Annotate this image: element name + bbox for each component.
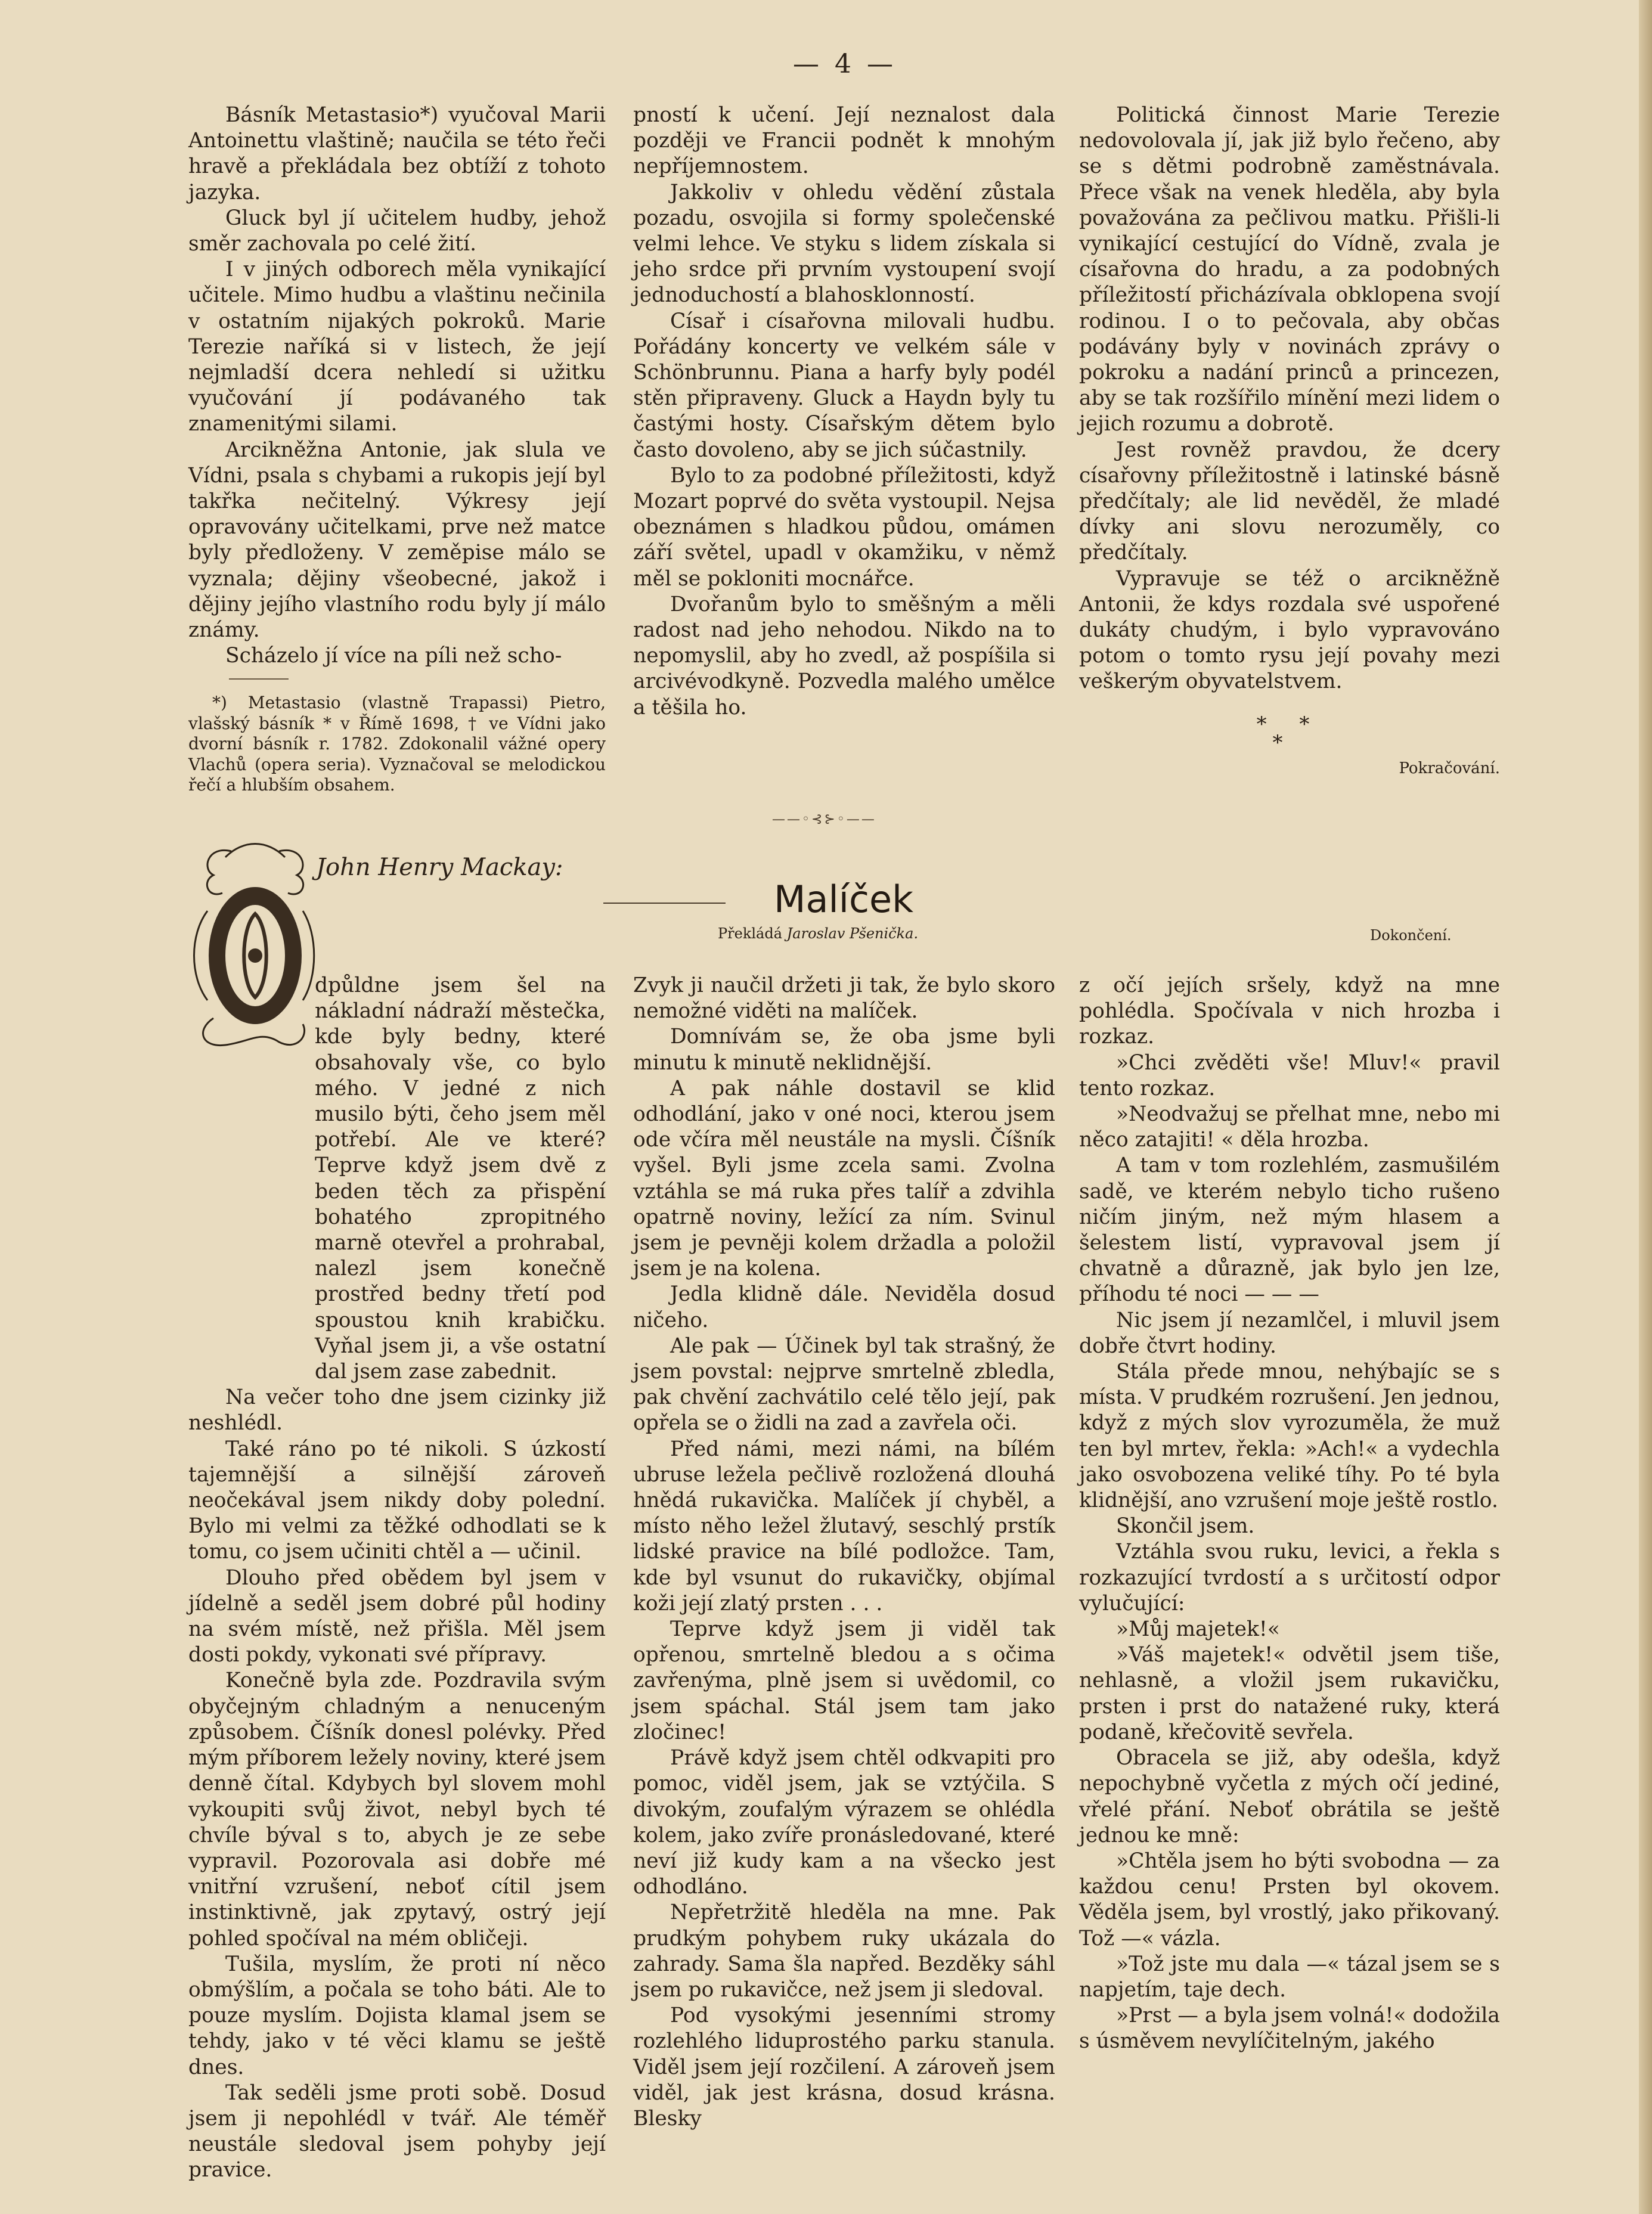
paragraph: »Tož jste mu dala —« tázal jsem se s napjetím, taje dech.	[1079, 1952, 1500, 2002]
paragraph: Arcikněžna Antonie, jak slula ve Vídni, psala s chybami a rukopis její byl takřka nečitelný. Výkresy její opravovány učitelkami, prve než matce byly předloženy. V zeměpise málo se vyznala; dějiny všeobecné, jakož i dějiny jejího vlastního rodu byly jí málo známy.	[188, 438, 606, 643]
paragraph: Na večer toho dne jsem cizinky již neshlédl.	[188, 1385, 606, 1435]
page-number: — 4 —	[793, 49, 897, 79]
paragraph: Vypravuje se též o arcikněžně Antonii, že kdys rozdala své uspořené dukáty chudým, i bylo vypravováno potom o tomto rysu její povahy mezi veškerým obyvatelstvem.	[1079, 566, 1500, 694]
paragraph: Básník Metastasio*) vyučoval Marii Antoinettu vlaštině; naučila se této řeči hravě a překládala bez obtíží z tohoto jazyka.	[188, 103, 606, 204]
footnote	[188, 693, 606, 796]
paragraph: Scházelo jí více na píli než scho-	[225, 644, 562, 668]
section-stars: * *	[1256, 712, 1323, 736]
paragraph: A pak náhle dostavil se klid odhodlání, jako v oné noci, kterou jsem ode včíra měl neustále na mysli. Číšník vyšel. Byli jsme zcela sami. Zvolna vztáhla se má ruka přes talíř a zdvihla opatrně noviny, ležící za ním. Svinul jsem je pevněji kolem držadla a položil jsem je na kolena.	[633, 1076, 1055, 1281]
paragraph: pností k učení. Její neznalost dala později ve Francii podnět k mnohým nepříjemnostem.	[633, 103, 1055, 179]
translator-line	[718, 925, 918, 942]
paragraph: Teprve když jsem ji viděl tak opřenou, smrtelně bledou a s očima zavřenýma, plně jsem si uvědomil, co jsem spáchal. Stál jsem tam jako zločinec!	[633, 1617, 1055, 1744]
paragraph: Politická činnost Marie Terezie nedovolovala jí, jak již bylo řečeno, aby se s dětmi podrobně zaměstnávala. Přece však na venek hleděla, aby byla považována za pečlivou matku. Přišli-li vynikající cestující do Vídně, zvala je císařovna do hradu, a za podobných příležitostí přicházívala obklopena svojí rodinou. I o to pečovala, aby občas podávány byly v novinách zprávy o pokroku a nadání princů a princezen, aby se tak rozšířilo mínění mezi lidem o jejich rozumu a dobrotě.	[1079, 103, 1500, 436]
ornament-crest	[225, 844, 285, 858]
paragraph: Bylo to za podobné příležitosti, když Mozart poprvé do světa vystoupil. Nejsa obeznámen s hladkou půdou, omámen září světel, upadl v okamžiku, v němž měl se pokloniti mocnářce.	[633, 463, 1055, 591]
concluded-note: Dokončení.	[1370, 927, 1452, 944]
story-column-3	[1079, 973, 1500, 2055]
paragraph: Tak seděli jsme proti sobě. Dosud jsem ji nepohlédl v tvář. Ale téměř neustále sledoval jsem pohyby její pravice.	[188, 2080, 606, 2182]
top-column-2	[633, 103, 1055, 721]
paragraph: Obracela se již, aby odešla, když nepochybně vyčetla z mých očí jediné, vřelé přání. Neboť obrátila se ještě jednou ke mně:	[1079, 1746, 1500, 1847]
ornament-scroll-top	[207, 850, 231, 894]
top-column-1	[188, 103, 606, 796]
paragraph: Dvořanům bylo to směšným a měli radost nad jeho nehodou. Nikdo na to nepomyslil, aby ho zvedl, až pospíšila si arcivévodkyně. Pozvedla malého umělce a těšila ho.	[633, 592, 1055, 720]
paragraph: Konečně byla zde. Pozdravila svým obyčejným chladným a nenuceným způsobem. Číšník donesl polévky. Před mým příborem ležely noviny, které jsem denně čítal. Kdybych byl slovem mohl vykoupiti svůj život, nebyl bych té chvíle býval s to, abych je ze sebe vypravil. Pozorovala asi dobře mé vnitřní vzrušení, neboť cítil jsem instinktivně, jak zpytavý, ostrý její pohled spočíval na mém obličeji.	[188, 1669, 606, 1951]
paragraph: Stála přede mnou, nehýbajíc se s místa. V prudkém rozrušení. Jen jednou, když z mých slov vyrozuměla, že muž ten byl mrtev, řekla: »Ach!« a vydechla jako osvobozena veliké tíhy. Po té byla klidnější, ano vzrušení moje ještě rostlo.	[1079, 1360, 1500, 1513]
paragraph: »Můj majetek!«	[1116, 1617, 1280, 1642]
paragraph: »Váš majetek!« odvětil jsem tiše, nehlasně, a vložil jsem rukavičku, prsten i prst do natažené ruky, která podaně, křečovitě sevřela.	[1079, 1643, 1500, 1744]
paragraph: Právě když jsem chtěl odkvapiti pro pomoc, viděl jsem, jak se vztýčila. S divokým, zoufalým výrazem se ohlédla kolem, jako zvíře pronásledované, které neví již kudy kam a na všecko jest odhodláno.	[633, 1746, 1055, 1899]
paragraph: Dlouho před obědem byl jsem v jídelně a seděl jsem dobré půl hodiny na svém místě, než přišla. Měl jsem dosti pokdy, vykonati své přípravy.	[188, 1565, 606, 1667]
footnote-text: *) Metastasio (vlastně Trapassi) Pietro, vlašský básník * v Římě 1698, † ve Vídni jako dvorní básník r. 1782. Zdokonalil vážné opery Vlachů (opera seria). Vyznačoval se melodickou řečí a hlubším obsahem.	[188, 693, 606, 795]
top-column-3	[1079, 103, 1500, 782]
paragraph: A tam v tom rozlehlém, zasmušilém sadě, ve kterém nebylo ticho rušeno ničím jiným, než mým hlasem a šelestem listí, vypravoval jsem jí chvatně a důrazně, jak bylo jen lze, příhodu té noci — — —	[1079, 1153, 1500, 1307]
paragraph: Nepřetržitě hleděla na mne. Pak prudkým pohybem ruky ukázala do zahrady. Sama šla napřed. Bezděky sáhl jsem po rukavičce, než jsem ji sledoval.	[633, 1900, 1055, 2002]
story-author: John Henry Mackay:	[316, 854, 563, 881]
paragraph: Pod vysokými jesenními stromy rozlehlého liduprostého parku stanula. Viděl jsem její rozčilení. A zároveň jsem viděl, jak jest krásna, dosud krásna. Blesky	[633, 2004, 1055, 2131]
paragraph: Tušila, myslím, že proti ní něco obmýšlím, a počala se toho báti. Ale to pouze myslím. Dojista klamal jsem se tehdy, jako v té věci klamu se ještě dnes.	[188, 1952, 606, 2079]
paragraph: Gluck byl jí učitelem hudby, jehož směr zachovala po celé žití.	[188, 206, 606, 256]
section-star: *	[1272, 730, 1283, 755]
translator-prefix: Překládá	[718, 925, 783, 942]
paragraph: Skončil jsem.	[1116, 1514, 1255, 1539]
paragraph: »Chci zvěděti vše! Mluv!« pravil tento rozkaz.	[1079, 1050, 1500, 1100]
paragraph: Zvyk ji naučil držeti ji tak, že bylo skoro nemožné viděti na malíček.	[633, 973, 1055, 1024]
paragraph: »Chtěla jsem ho býti svobodna — za každou cenu! Prsten byl okovem. Věděla jsem, byl vrostlý, jako přikovaný. Tož —« vázla.	[1079, 1849, 1500, 1951]
paragraph: Vztáhla svou ruku, levici, a řekla s rozkazující tvrdostí a s určitostí odpor vylučující:	[1079, 1540, 1500, 1615]
ornament-scroll-right	[279, 850, 303, 894]
paragraph: »Prst — a byla jsem volná!« dodožila s úsměvem nevylíčitelným, jakého	[1079, 2004, 1500, 2054]
story-title: Malíček	[774, 877, 914, 921]
paragraph: Domnívám se, že oba jsme byli minutu k minutě neklidnější.	[633, 1025, 1055, 1075]
paragraph: Ale pak — Účinek byl tak strašný, že jsem povstal: nejprve smrtelně zbledla, pak chvění zachvátilo celé tělo její, pak opřela se o židli na zad a zavřela oči.	[633, 1334, 1055, 1435]
story-column-1	[188, 973, 606, 2184]
paragraph: Císař i císařovna milovali hudbu. Pořádány koncerty ve velkém sále v Schönbrunnu. Piana a harfy byly podél stěn připraveny. Gluck a Haydn byly tu častými hosty. Císařským dětem bylo často dovoleno, aby se jich súčastnily.	[633, 309, 1055, 462]
footnote-divider	[229, 678, 289, 680]
paragraph: Jedla klidně dále. Neviděla dosud ničeho.	[633, 1282, 1055, 1332]
paragraph: Také ráno po té nikoli. S úzkostí tajemnější a silnější zároveň neočekával jsem nikdy doby polední. Bylo mi velmi za těžké odhodlati se k tomu, co jsem učiniti chtěl a — učinil.	[188, 1437, 606, 1564]
paragraph: z očí jejích sršely, když na mne pohlédla. Spočívala v nich hrozba i rozkaz.	[1079, 973, 1500, 1049]
separator-ornament: ——◦⊰⊱◦——	[772, 812, 876, 827]
story-column-2	[633, 973, 1055, 2132]
paragraph: dpůldne jsem šel na nákladní nádraží městečka, kde byly bedny, které obsahovaly vše, co bylo mého. V jedné z nich musilo býti, čeho jsem měl potřebí. Ale ve které? Teprve když jsem dvě z beden těch za přispění bohatého zpropitného marně otevřel a prohrabal, nalezl jsem konečně prostřed bedny třetí pod spoustou knih krabičku. Vyňal jsem ji, a vše ostatní dal jsem zase zabednit.	[315, 973, 606, 1384]
initial-center-dot	[248, 948, 262, 963]
paragraph: Jest rovněž pravdou, že dcery císařovny příležitostně i latinské básně předčítaly; ale lid nevěděl, že mladé dívky ani slovu nerozuměly, co předčítaly.	[1079, 438, 1500, 565]
title-rule	[603, 903, 726, 904]
continued-note: Pokračování.	[1399, 759, 1500, 778]
paragraph: Před námi, mezi námi, na bílém ubruse ležela pečlivě rozložená dlouhá hnědá rukavička. Malíček jí chyběl, a místo něho ležel žlutavý, seschlý prstík lidské pravice na bílé podložce. Tam, kde byl vsunut do rukavičky, objímal koži její zlatý prsten . . .	[633, 1437, 1055, 1615]
translator-name: Jaroslav Pšenička.	[786, 925, 919, 942]
paragraph: I v jiných odborech měla vynikající učitele. Mimo hudbu a vlaštinu nečinila v ostatním nijakých pokroků. Marie Terezie naříká si v listech, že její nejmladší dcera nehledí si užitku vyučování jí podávaného tak znamenitými silami.	[188, 258, 606, 436]
page-edge	[1639, 0, 1652, 2214]
paragraph: Nic jsem jí nezamlčel, i mluvil jsem dobře čtvrt hodiny.	[1079, 1308, 1500, 1358]
paragraph: »Neodvažuj se přelhat mne, nebo mi něco zatajiti! « děla hrozba.	[1079, 1102, 1500, 1152]
paragraph: Jakkoliv v ohledu vědění zůstala pozadu, osvojila si formy společenské velmi lehce. Ve styku s lidem získala si jeho srdce při prvním vystoupení svojí jednoduchostí a blahosklonností.	[633, 180, 1055, 308]
